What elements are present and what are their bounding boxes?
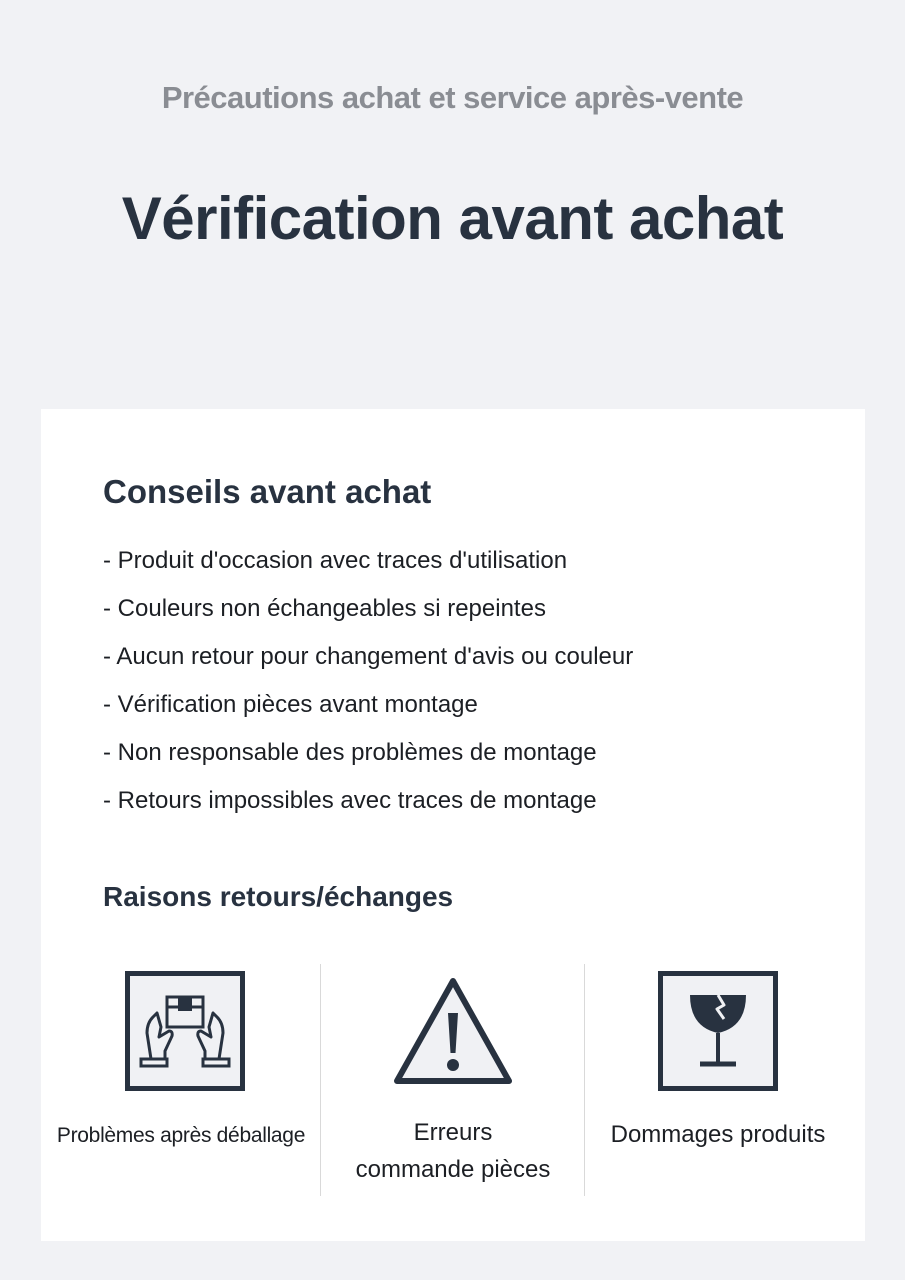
reason-label	[321, 1114, 585, 1188]
returns-heading: Raisons retours/échanges	[103, 881, 454, 912]
advice-item: - Produit d'occasion avec traces d'utilisation	[103, 547, 568, 574]
info-card	[41, 409, 865, 1241]
reason-label-line: Erreurs	[413, 1119, 493, 1146]
hands-box-icon	[125, 971, 245, 1091]
reason-label: Problèmes après déballage	[56, 1124, 306, 1147]
advice-list	[103, 543, 633, 831]
page-subtitle: Précautions achat et service après-vente	[161, 80, 744, 115]
advice-item: - Non responsable des problèmes de montage	[103, 739, 597, 766]
reason-order-errors	[321, 964, 585, 1196]
advice-item: - Aucun retour pour changement d'avis ou couleur	[103, 643, 634, 670]
return-reasons	[41, 964, 865, 1196]
broken-glass-icon	[658, 971, 778, 1091]
page-title: Vérification avant achat	[121, 185, 784, 252]
reason-label-line: commande pièces	[355, 1156, 551, 1183]
reason-label: Dommages produits	[610, 1121, 826, 1148]
advice-item: - Couleurs non échangeables si repeintes	[103, 595, 546, 622]
advice-item: - Retours impossibles avec traces de montage	[103, 787, 597, 814]
advice-heading: Conseils avant achat	[103, 473, 432, 510]
reason-unboxing	[41, 964, 321, 1196]
reason-product-damage	[585, 964, 851, 1196]
advice-item: - Vérification pièces avant montage	[103, 691, 478, 718]
warning-triangle-icon	[393, 971, 513, 1091]
